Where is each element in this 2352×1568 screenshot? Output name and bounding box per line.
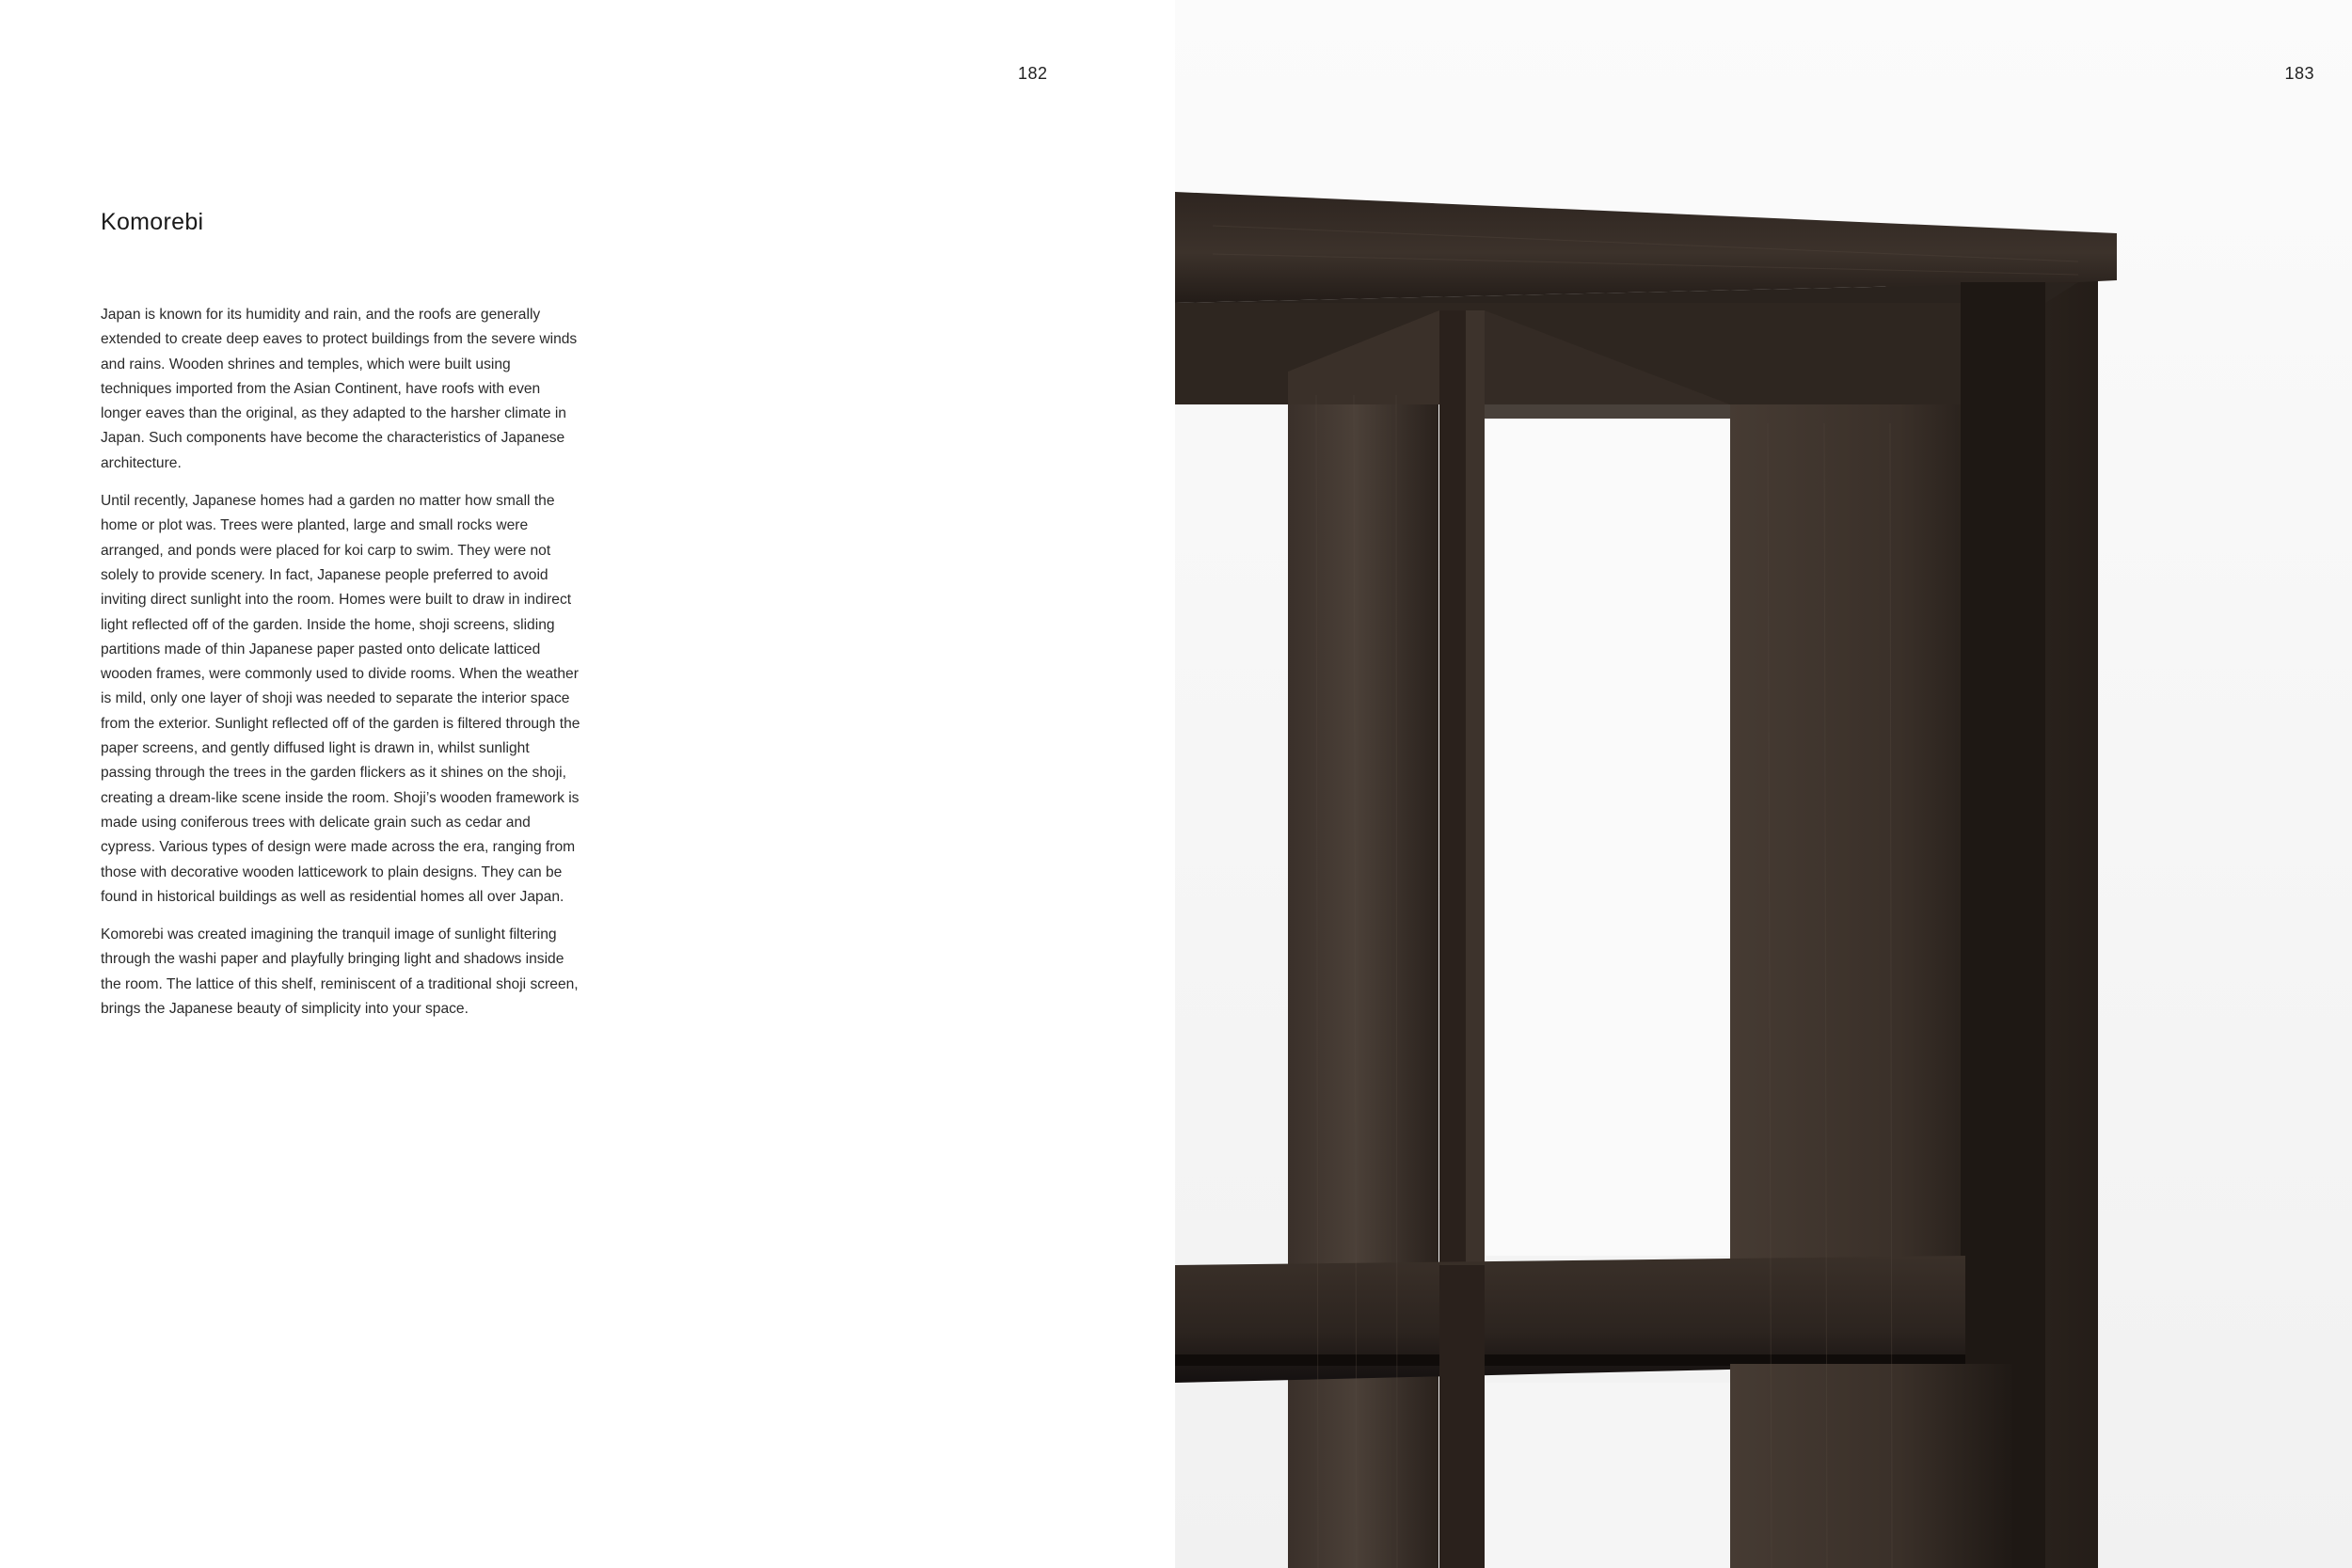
- paragraph-2: Until recently, Japanese homes had a garden no matter how small the home or plot was. Trees were planted, large and small rocks were arranged, and ponds were placed for koi carp to swim. They were not solely to provide scenery. In fact, Japanese people preferred to avoid inviting direct sunlight into the room. Homes were built to draw in indirect light reflected off of the garden. Inside the home, shoji screens, sliding partitions made of thin Japanese paper pasted onto delicate latticed wooden frames, were commonly used to divide rooms. When the weather is mild, only one layer of shoji was needed to separate the interior space from the exterior. Sunlight reflected off of the garden is filtered through the paper screens, and gently diffused light is drawn in, whilst sunlight passing through the trees in the garden flickers as it shines on the shoji, creating a dream-like scene inside the room. Shoji’s wooden framework is made using coniferous trees with delicate grain such as cedar and cypress. Various types of design were made across the era, ranging from those with decorative wooden latticework to plain designs. They can be found in historical buildings as well as residential homes all over Japan.: [101, 493, 580, 905]
- right-page: [1175, 0, 2352, 1568]
- page-number-left: 182: [1018, 64, 1048, 83]
- shelf-opening-lower: [1486, 1383, 1730, 1568]
- shelf-photo: [1175, 0, 2352, 1568]
- left-page: [0, 0, 1175, 1568]
- article-title: Komorebi: [101, 209, 204, 235]
- paragraph-3: Komorebi was created imagining the tranquil image of sunlight filtering through the washi paper and playfully bringing light and shadows inside the room. The lattice of this shelf, reminiscent of a traditional shoji screen, brings the Japanese beauty of simplicity into your space.: [101, 927, 579, 1018]
- article-body: [101, 303, 580, 1035]
- page-number-right: 183: [2284, 64, 2314, 83]
- paragraph-1: Japan is known for its humidity and rain, and the roofs are generally extended to create deep eaves to protect buildings from the severe winds and rains. Wooden shrines and temples, which were built using techniques imported from the Asian Continent, have roofs with even longer eaves than the original, as they adapted to the harsher climate in Japan. Such components have become the characteristics of Japanese architecture.: [101, 307, 578, 471]
